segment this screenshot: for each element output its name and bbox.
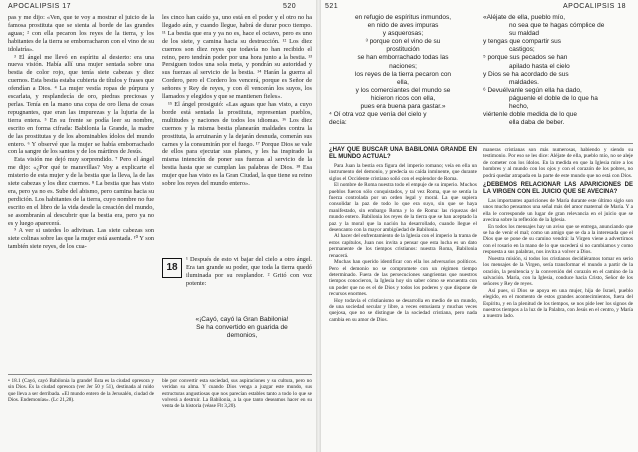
poem-line: ella, xyxy=(397,78,409,86)
footnote-divider xyxy=(8,374,312,375)
poem-line: en nido de aves impuras xyxy=(367,22,439,30)
poem-line: ella daba de beber. xyxy=(509,119,565,127)
left-page xyxy=(0,0,317,452)
commentary-column-2 xyxy=(483,147,633,320)
poem-line: se han emborrachado todas las xyxy=(357,54,449,62)
paragraph: pas y me dijo: «Ven, que te voy a mostrar el juicio de la famosa prostituta que se sienta al borde de las grandes aguas; ² con ella pecaron los reyes de la tierra, y los habitantes de la tierra se emborracharon con el vino de su idolatría». xyxy=(8,14,154,53)
commentary-column-1 xyxy=(329,147,477,323)
paragraph: ³ El ángel me llevó en espíritu al desierto: era una nueva visión. Había allí una mujer sentada sobre una bestia de color rojo, que tenía siete cabezas y diez cuernos. Esta bestia estaba cubierta de títulos y frases que ofendían a Dios. ⁴ La mujer vestía ropas de púrpura y escarlata, y resplandecía de oro, piedras preciosas y perlas. Tenía en la mano una copa de oro llena de cosas repugnantes, que eran las impurezas y la lujuria de la tierra entera. ⁵ En su frente se podía leer su nombre, escrito en forma cifrada: Babilonia la Grande, la madre de las prostitutas y de los abominables ídolos del mundo entero. ⁶ Y observé que la mujer se había emborrachado con la sangre de los santos y de los mártires de Jesús. xyxy=(8,53,154,156)
chapter-opening-text: ¹ Después de esto vi bajar del cielo a otro ángel. Era tan grande su poder, que toda la tierra quedó iluminada por su resplandor. ² Gritó con voz potente: xyxy=(186,256,312,287)
poem-line: y los comerciantes del mundo se xyxy=(355,86,451,94)
poem-line: maldades. xyxy=(509,78,539,86)
text-column-left-1 xyxy=(8,14,154,369)
poem-line: ⁴ Oí otra voz que venía del cielo y xyxy=(329,111,427,119)
poem-line: no sea que te hagas cómplice de xyxy=(509,22,605,30)
poem-line: prostitución xyxy=(386,46,420,54)
right-page xyxy=(321,0,638,452)
paragraph: Así pues, si Dios se apoya en una mujer, hija de Israel, pueblo elegido, en el momento de estos grandes acontecimientos, fuera del Espíritu, y en la plenitud de los tiempos, se nos pide leer los signos de nuestros tiempos a la luz de la Palabra, con Jesús en el centro, y María a nuestro lado. xyxy=(483,287,633,320)
poem-line: castigos; xyxy=(509,46,535,54)
page-number-right: 521 xyxy=(325,3,339,10)
poem-line: en refugio de espíritus inmundos, xyxy=(354,14,452,21)
running-header-left: APOCALIPSIS 17 xyxy=(8,3,72,10)
poem-line: pues era buena para gastar.» xyxy=(360,103,446,111)
paragraph: El nombre de Roma nuestra todo el empuje de su imperio. Muchos pueblos fueron sólo conquistados, y tal vez Roma, que se sentía la fuerza controlada por un orden legal y moral. La que supiera consolidar la paz de todo lo que era suyo, sin que se haya manifestado, sin embargo Roma y lo de Roma: las riquezas del mundo entero. Babilonia los reyes de la tierra que se han aceptado la paz y la moral que la nación ha desarrollado, cuando llegue el desencanto con la mayor ambigüedad de Babilonia. xyxy=(329,182,477,234)
commentary-divider xyxy=(329,143,633,144)
paragraph: les cinco han caído ya, uno está en el poder y el otro no ha llegado aún, y cuando llegue, habrá de durar poco tiempo. ¹¹ La bestia que era y ya no es, hace el octavo, pero es uno de los siete, y camina hacia su destrucción. ¹² Los diez cuernos son diez reyes que todavía no han recibido el reino, pero tendrán poder por una hora junto a la bestia. ¹³ Persiguen todos una sola meta, y pondrán su autoridad y sus fuerzas al servicio de la bestia. ¹⁴ Harán la guerra al Cordero, pero el Cordero los vencerá, porque es Señor de señores y Rey de reyes, y con él vencerán los suyos, los llamados y elegidos y que se mantienen fieles». xyxy=(162,14,312,101)
poem-line: ³ porque con el vino de su xyxy=(365,38,441,46)
commentary-heading: ¿HAY QUE BUSCAR UNA BABILONIA GRANDE EN EL MUNDO ACTUAL? xyxy=(329,147,477,160)
poem-line: y Dios se ha acordado de sus xyxy=(483,70,569,78)
text-column-left-2 xyxy=(162,14,312,251)
paragraph: Hoy todavía el cristianismo se desarrolla en medio de un mundo, de una sociedad secular y libre, a veces entusiasta y muchas veces quejosa, que no se distingue de la sociedad cristiana, pero nada cambia en su amor de Dios. xyxy=(329,297,477,323)
poem-line: viértenle doble medida de lo que xyxy=(483,111,577,119)
paragraph: ¹⁵ El ángel prosiguió: «Las aguas que has visto, a cuyo borde está sentada la prostituta, representan pueblos, multitudes y naciones de todos los idiomas. ¹⁶ Los diez cuernos y la misma bestia planearán maldades contra la prostituta, la arruinarán y la dejarán desnuda, comerán sus carnes y la consumirán por el fuego. ¹⁷ Porque Dios se vale de ellos para ejecutar sus planes, y les ha inspirado la misma intención de poner sus fuerzas al servicio de la bestia hasta que se cumplan las palabras de Dios. ¹⁸ Esa mujer que has visto es la Gran Ciudad, la que tiene su reino sobre los reyes del mundo entero». xyxy=(162,100,312,188)
poem-line: «Aléjate de ella, pueblo mío, xyxy=(483,14,566,21)
chapter-start xyxy=(162,256,312,310)
poem-column-1 xyxy=(329,14,477,127)
poem-line: Se ha convertido en guarida de xyxy=(196,324,288,332)
poem-line: demonios, xyxy=(226,332,258,340)
paragraph: maneras cristianas son más numerosas, habiendo y siendo su testimonio. Por eso se les dice: Aléjate de ella, pueblo mío, no se aleje de cometer con los ídolos. En la medida en que la Iglesia mire a los hombres y al mundo con los ojos y con el corazón de los pobres, no podrá quedar atrapada en la parte de este mundo que no está con Dios. xyxy=(483,147,633,179)
poem-line: hecho, xyxy=(509,103,529,111)
poetic-cry xyxy=(178,316,306,341)
paragraph: Nuestra misión, si todos los cristianos decidiéramos tomar en serio los mensajes de la Virgen, sería transformar el mundo a partir de la oración, la penitencia y la conversión del corazón en el camino de la salvación. María, con la Iglesia, conduce hacia Cristo, Señor de los señores y Rey de reyes. xyxy=(483,255,633,288)
paragraph: Para Juan la bestia era figura del imperio romano; veía en ella un instrumento del demonio, y predecía su caída inminente, que durante siglos el Occidente cristiano soñó con el esplendor de Roma. xyxy=(329,163,477,182)
poem-column-2 xyxy=(483,14,633,127)
chapter-number-box: 18 xyxy=(162,258,182,278)
poem-line: «¡Cayó, cayó la Gran Babilonia! xyxy=(195,316,289,323)
poem-line: naciones; xyxy=(389,62,417,70)
poem-line: decía: xyxy=(329,119,347,127)
poem-line: apilado hasta el cielo xyxy=(509,62,570,70)
page-number-left: 520 xyxy=(283,3,297,10)
footnote-column-1: • 18.1 (Cayó, cayó Babilonia la grande! Esta es la ciudad opresora y sin Dios. Es la ciudad opresora (ver Jer 50 y 51), destinada al ruido que lleva a ser derribada. «El mundo entero de la Jerusalén, ciudad de Dios. Endemonías». (Lc 21,28). xyxy=(8,378,154,403)
commentary-heading: ¿DEBEMOS RELACIONAR LAS APARICIONES DE LA VIRGEN CON EL JUICIO QUE SE AVECINA? xyxy=(483,182,633,196)
poem-line: y asquerosas; xyxy=(382,30,424,38)
running-header-right: APOCALIPSIS 18 xyxy=(563,3,627,10)
paragraph: Esta visión me dejó muy sorprendido. ⁷ Pero el ángel me dijo: «¿Por qué te maravillas? Voy a explicarte el misterio de esta mujer y de la bestia que la lleva, la de las siete cabezas y los diez cuernos. ⁸ La bestia que has visto era, pero ya no es. Sube del abismo, pero camina hacia su perdición. Los habitantes de la tierra, cuyo nombre no fue escrito en el libro de la vida desde la creación del mundo, se asombrarán al descubrir que la bestia era, pero ya no es y luego aparecerá. xyxy=(8,156,154,227)
paragraph: Las importantes apariciones de María durante este último siglo son unos mucho pensamos una señal más del amor maternal de María. Y a ella le corresponde un lugar de gran relevancia en el juicio que se avecina sobre la reflexión de la Iglesia. xyxy=(483,198,633,224)
paragraph: En todos los mensajes hay un aviso que se entrega, anunciando que se ha de venir el mal; como un amigo que se da a la interesada que el Dios que se pone de su camino vendrá: la Virgen viene a advertirnos con el rosario en la mano de lo que sucederá si no cambiamos y como respuesta a sus palabras, nos invita a volver a Dios. xyxy=(483,223,633,256)
paragraph: Muchas han querido identificar con ella los adversarios políticos. Pero el demonio no se compromete con un régimen tiempo determinado. Fuera de las persecuciones sangrientas que nuestros tiempos conocieron, la Iglesia hoy sin saber cómo se encuentra con un poder que no es el de Dios y todos los poderes y que dispone de recursos enormes. xyxy=(329,259,477,298)
poem-line: y tengas que compartir sus xyxy=(483,38,562,46)
paragraph: ⁹ A ver si ustedes lo adivinan. Las siete cabezas son siete colinas sobre las que la mujer está asentada. ¹⁰ Y son también siete reyes, de los cua- xyxy=(8,227,154,251)
poem-line: ⁵ porque sus pecados se han xyxy=(483,54,568,62)
poem-line: los reyes de la tierra pecaron con xyxy=(354,70,452,78)
footnote-column-2: ble por convertir esta sociedad, sus aspiraciones y su cultura, pero no veridan su alma. Y cuando Dios venga a juzgar este mundo, sus estructuras angustiosas que nos parecían estables tanto a todo lo que se volverá a destruir. La Babilonia, a la que tanto deseamos hacer en su venta de la historia (véase Flt 3,20). xyxy=(162,378,312,410)
poem-line: su maldad xyxy=(509,30,539,38)
poem-line: páguenle el doble de lo que ha xyxy=(509,94,598,102)
poem-line: ⁶ Devuélvanle según ella ha dado, xyxy=(483,86,582,94)
poem-line: hicieron ricos con ella, xyxy=(370,94,436,102)
paragraph: Al hacer del enfrentamiento de la Iglesia con el imperio la trama de estos capítulos, Juan nos invita a pensar que esta lucha es un dato permanente de los tiempos cristianos: nuestra Roma, Babilonia renacerá. xyxy=(329,233,477,259)
